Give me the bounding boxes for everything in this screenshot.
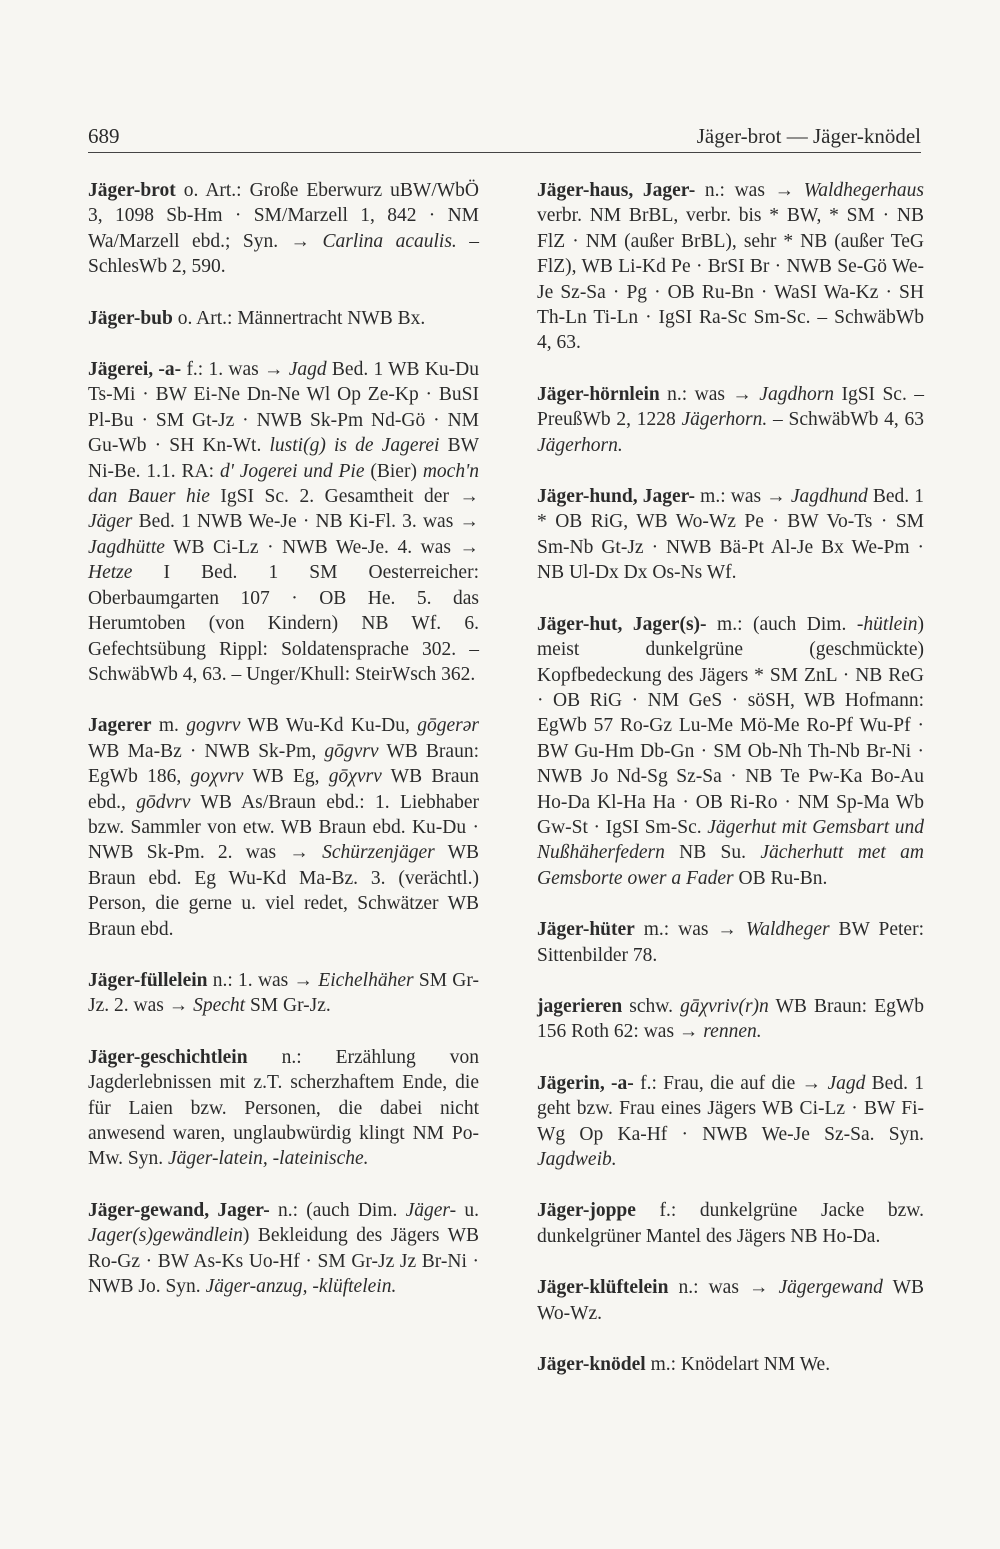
entry-text: I Bed. 1 SM Oesterreicher: Oberbaumgarten 107 · OB He. 5. das Herumtoben (von Kindern) NB Wf. 6. Gefechtsübung Rippl: Soldatensprache 302. – SchwäbWb 4, 63. – Unger/Khull: SteirWsch 362.	[88, 562, 479, 685]
entry-italic-text: Jagdhorn	[759, 383, 835, 405]
entry-text: BW Peter: Sittenbilder 78.	[537, 919, 924, 966]
dictionary-entry	[537, 382, 924, 458]
entry-text: verbr. NM BrBL, verbr. bis * BW, * SM · NB FlZ · NM (außer BrBL), sehr * NB (außer TeG FlZ), WB Li-Kd Pe · BrSI Br · NWB Se-Gö We-Je Sz-Sa · Pg · OB Ru-Bn · WaSI Wa-Kz · SH Th-Ln Ti-Ln · IgSI Ra-Sc Sm-Sc. – SchwäbWb 4, 63.	[537, 205, 924, 354]
entry-italic-text: Jäger-	[405, 1199, 457, 1221]
dictionary-entry	[88, 968, 479, 1019]
entry-text: WB Braun: EgWb 186,	[88, 740, 479, 788]
dictionary-entry	[88, 713, 479, 942]
entry-text: – SchwäbWb 4, 63	[767, 409, 924, 431]
entry-italic-text: Eichelhäher	[318, 969, 414, 991]
entry-text: WB Eg,	[243, 766, 329, 788]
entry-italic-text: goχvrv	[190, 766, 244, 788]
entry-italic-text: Specht	[193, 995, 246, 1017]
entry-text: SM Gr-Jz. 2. was →	[88, 969, 479, 1017]
entry-text: ) meist dunkelgrüne (geschmückte) Kopfbedeckung des Jägers * SM ZnL · NB ReG · OB RiG · NM GeS · söSH, WB Hofmann: EgWb 57 Ro-Gz Lu-Me Mö-Me Ro-Pf Wu-Pf · BW Gu-Hm Db-Gn · SM Ob-Nh Th-Nb Br-Ni · NWB Jo Nd-Sg Sz-Sa · NB Te Pw-Ka Bo-Au Ho-Da Kl-Ha Ha · OB Ri-Ro · NM Sp-Ma Wb Gw-St · IgSI Sm-Sc.	[537, 613, 924, 838]
entry-italic-text: Waldheger	[745, 919, 830, 941]
entry-italic-text: gōgvrv	[324, 740, 379, 762]
entry-text: (Bier)	[364, 460, 423, 482]
entry-italic-text: Jägerhut mit Gemsbart und Nußhäherfedern	[537, 816, 924, 864]
dictionary-entry	[88, 306, 479, 331]
entry-italic-text: Hetze	[88, 562, 133, 584]
entry-headword: Jäger-geschichtlein	[88, 1046, 248, 1068]
dictionary-entry	[537, 1275, 924, 1326]
entry-text: u.	[456, 1199, 479, 1221]
entry-text: o. Art.: Männertracht NWB Bx.	[172, 307, 426, 329]
entry-text: f.: dunkelgrüne Jacke bzw. dunkelgrüner Mantel des Jägers NB Ho-Da.	[537, 1200, 924, 1247]
entry-text: WB Wu-Kd Ku-Du,	[240, 715, 418, 737]
entry-headword: Jäger-gewand, Jager-	[88, 1199, 270, 1221]
entry-text: m.: (auch Dim.	[706, 613, 857, 635]
entry-text: n.: was →	[659, 383, 760, 405]
entry-italic-text: Schürzenjäger	[322, 842, 435, 864]
entry-text: n.: (auch Dim.	[269, 1199, 406, 1221]
entry-italic-text: gogvrv	[186, 715, 241, 737]
dictionary-entry	[537, 178, 924, 356]
entry-text: m.: was →	[695, 486, 791, 508]
entry-headword: Jäger-brot	[88, 180, 176, 201]
entry-italic-text: Jagdhütte	[88, 536, 165, 558]
entry-headword: Jäger-klüftelein	[537, 1277, 669, 1299]
entry-text: n.: was →	[695, 180, 804, 201]
entry-text: m.: was →	[634, 919, 746, 941]
dictionary-entry	[88, 178, 479, 280]
entry-italic-text: d' Jogerei und Pie	[219, 460, 365, 482]
left-column	[88, 178, 479, 1325]
entry-text: WB Ma-Bz · NWB Sk-Pm,	[88, 740, 325, 762]
entry-italic-text: gāχvriv(r)n	[680, 995, 769, 1017]
page-number: 689	[88, 124, 120, 148]
dictionary-entry	[88, 357, 479, 687]
entry-text: m.	[151, 715, 187, 737]
entry-italic-text: Jächerhutt met am Gemsborte ower a Fader	[537, 842, 924, 889]
entry-headword: Jäger-haus, Jager-	[537, 180, 696, 201]
entry-text: f.: Frau, die auf die →	[633, 1072, 828, 1094]
entry-text: ) Bekleidung des Jägers WB Ro-Gz · BW As-Ks Uo-Hf · SM Gr-Jz Jz Br-Ni · NWB Jo. Syn.	[88, 1225, 479, 1298]
entry-text: WB Braun ebd. Eg Wu-Kd Ma-Bz. 3. (verächtl.) Person, die gerne u. viel redet, Schwätzer WB Braun ebd.	[88, 842, 480, 940]
entry-text: schw.	[622, 995, 681, 1017]
entry-italic-text: rennen.	[703, 1021, 762, 1043]
entry-text: n.: Erzählung von Jagderlebnissen mit z.T. scherzhaftem Ende, die für Laien bzw. Personen, die dabei nicht anwesend waren, unglaubwürdig klingt NM Po-Mw. Syn.	[88, 1046, 479, 1170]
entry-text: – SchlesWb 2, 590.	[88, 230, 480, 278]
dictionary-entry	[88, 1045, 479, 1172]
entry-headword: Jäger-bub	[88, 307, 173, 329]
entry-italic-text: Jäger-anzug, -klüftelein.	[205, 1276, 397, 1298]
entry-italic-text: Jäger-latein, -lateinische.	[168, 1148, 369, 1170]
entry-headword: Jagerer	[88, 715, 152, 737]
dictionary-entry	[537, 1198, 924, 1249]
entry-italic-text: Waldhegerhaus	[803, 180, 924, 201]
dictionary-entry	[537, 1352, 924, 1377]
dictionary-entry	[537, 994, 924, 1045]
entry-italic-text: Jagdweib.	[537, 1149, 617, 1170]
entry-text: WB As/Braun ebd.: 1. Liebhaber bzw. Sammler von etw. WB Braun ebd. Ku-Du · NWB Sk-Pm. 2. was →	[88, 791, 480, 864]
entry-text: OB Ru-Bn.	[733, 867, 828, 889]
entry-text: o. Art.: Große Eberwurz uBW/WbÖ 3, 1098 Sb-Hm · SM/Marzell 1, 842 · NM Wa/Marzell ebd.; Syn. →	[88, 180, 479, 252]
entry-text: m.: Knödelart NM We.	[645, 1354, 831, 1376]
entry-italic-text: gōgerər	[417, 715, 479, 737]
entry-italic-text: lusti(g) is de Jagerei	[269, 435, 440, 457]
entry-italic-text: gōdvrv	[136, 791, 191, 813]
entry-text: WB Ci-Lz · NWB We-Je. 4. was →	[164, 536, 479, 558]
entry-text: Bed. 1 WB Ku-Du Ts-Mi · BW Ei-Ne Dn-Ne Wl Op Ze-Kp · BuSI Pl-Bu · SM Gt-Jz · NWB Sk-Pm Nd-Gö · NM Gu-Wb · SH Kn-Wt.	[88, 359, 479, 457]
entry-headword: Jägerei, -a-	[88, 359, 182, 381]
entry-italic-text: Jagd	[827, 1072, 866, 1094]
entry-text: n.: 1. was →	[207, 969, 319, 991]
entry-headword: Jägerin, -a-	[537, 1072, 634, 1094]
entry-text: WB Wo-Wz.	[537, 1277, 924, 1324]
entry-italic-text: -hütlein	[856, 613, 918, 635]
dictionary-entry	[88, 1198, 479, 1300]
dictionary-entry	[537, 917, 924, 968]
entry-text: n.: was →	[668, 1277, 779, 1299]
entry-text: NB Su.	[664, 842, 761, 864]
entry-italic-text: moch'n dan Bauer hie	[88, 460, 479, 508]
entry-headword: Jäger-hüter	[537, 919, 635, 941]
entry-headword: Jäger-hund, Jager-	[537, 486, 696, 508]
entry-italic-text: Jagd	[288, 359, 327, 381]
entry-text: IgSI Sc. – PreußWb 2, 1228	[537, 383, 924, 431]
entry-text: SM Gr-Jz.	[245, 995, 331, 1017]
page-header	[88, 122, 921, 153]
entry-text: WB Braun: EgWb 156 Roth 62: was →	[537, 995, 925, 1043]
entry-italic-text: Carlina acaulis.	[322, 230, 457, 252]
entry-headword: Jäger-joppe	[537, 1200, 636, 1222]
entry-italic-text: gōχvrv	[328, 766, 382, 788]
entry-italic-text: Jäger	[88, 511, 133, 533]
dictionary-entry	[537, 1071, 924, 1173]
entry-italic-text: Jägerhorn.	[537, 434, 623, 456]
entry-italic-text: Jägergewand	[778, 1277, 883, 1299]
entry-headword: Jäger-hörnlein	[537, 383, 660, 405]
entry-text: Bed. 1 * OB RiG, WB Wo-Wz Pe · BW Vo-Ts · SM Sm-Nb Gt-Jz · NWB Bä-Pt Al-Je Bx We-Pm · NB Ul-Dx Dx Os-Ns Wf.	[537, 486, 924, 584]
dictionary-entry	[537, 612, 924, 891]
entry-text: BW Ni-Be. 1.1. RA:	[88, 435, 479, 482]
right-column	[537, 178, 924, 1403]
entry-text: f.: 1. was →	[181, 359, 289, 381]
dictionary-entry	[537, 484, 924, 586]
entry-italic-text: Jager(s)gewändlein	[88, 1225, 243, 1247]
entry-italic-text: Jagdhund	[790, 486, 868, 508]
running-head: Jäger-brot — Jäger-knödel	[696, 124, 921, 148]
entry-text: Bed. 1 geht bzw. Frau eines Jägers WB Ci-Lz · BW Fi-Wg Op Ka-Hf · NWB We-Je Sz-Sa. Syn.	[537, 1072, 925, 1145]
entry-italic-text: Jägerhorn.	[681, 409, 768, 431]
entry-headword: jagerieren	[537, 995, 623, 1017]
entry-text: WB Braun ebd.,	[88, 766, 479, 813]
entry-text: IgSI Sc. 2. Gesamtheit der →	[209, 486, 479, 508]
entry-text: Bed. 1 NWB We-Je · NB Ki-Fl. 3. was →	[132, 511, 479, 533]
entry-headword: Jäger-knödel	[537, 1354, 646, 1376]
entry-headword: Jäger-hut, Jager(s)-	[537, 613, 707, 635]
entry-headword: Jäger-füllelein	[88, 969, 208, 991]
